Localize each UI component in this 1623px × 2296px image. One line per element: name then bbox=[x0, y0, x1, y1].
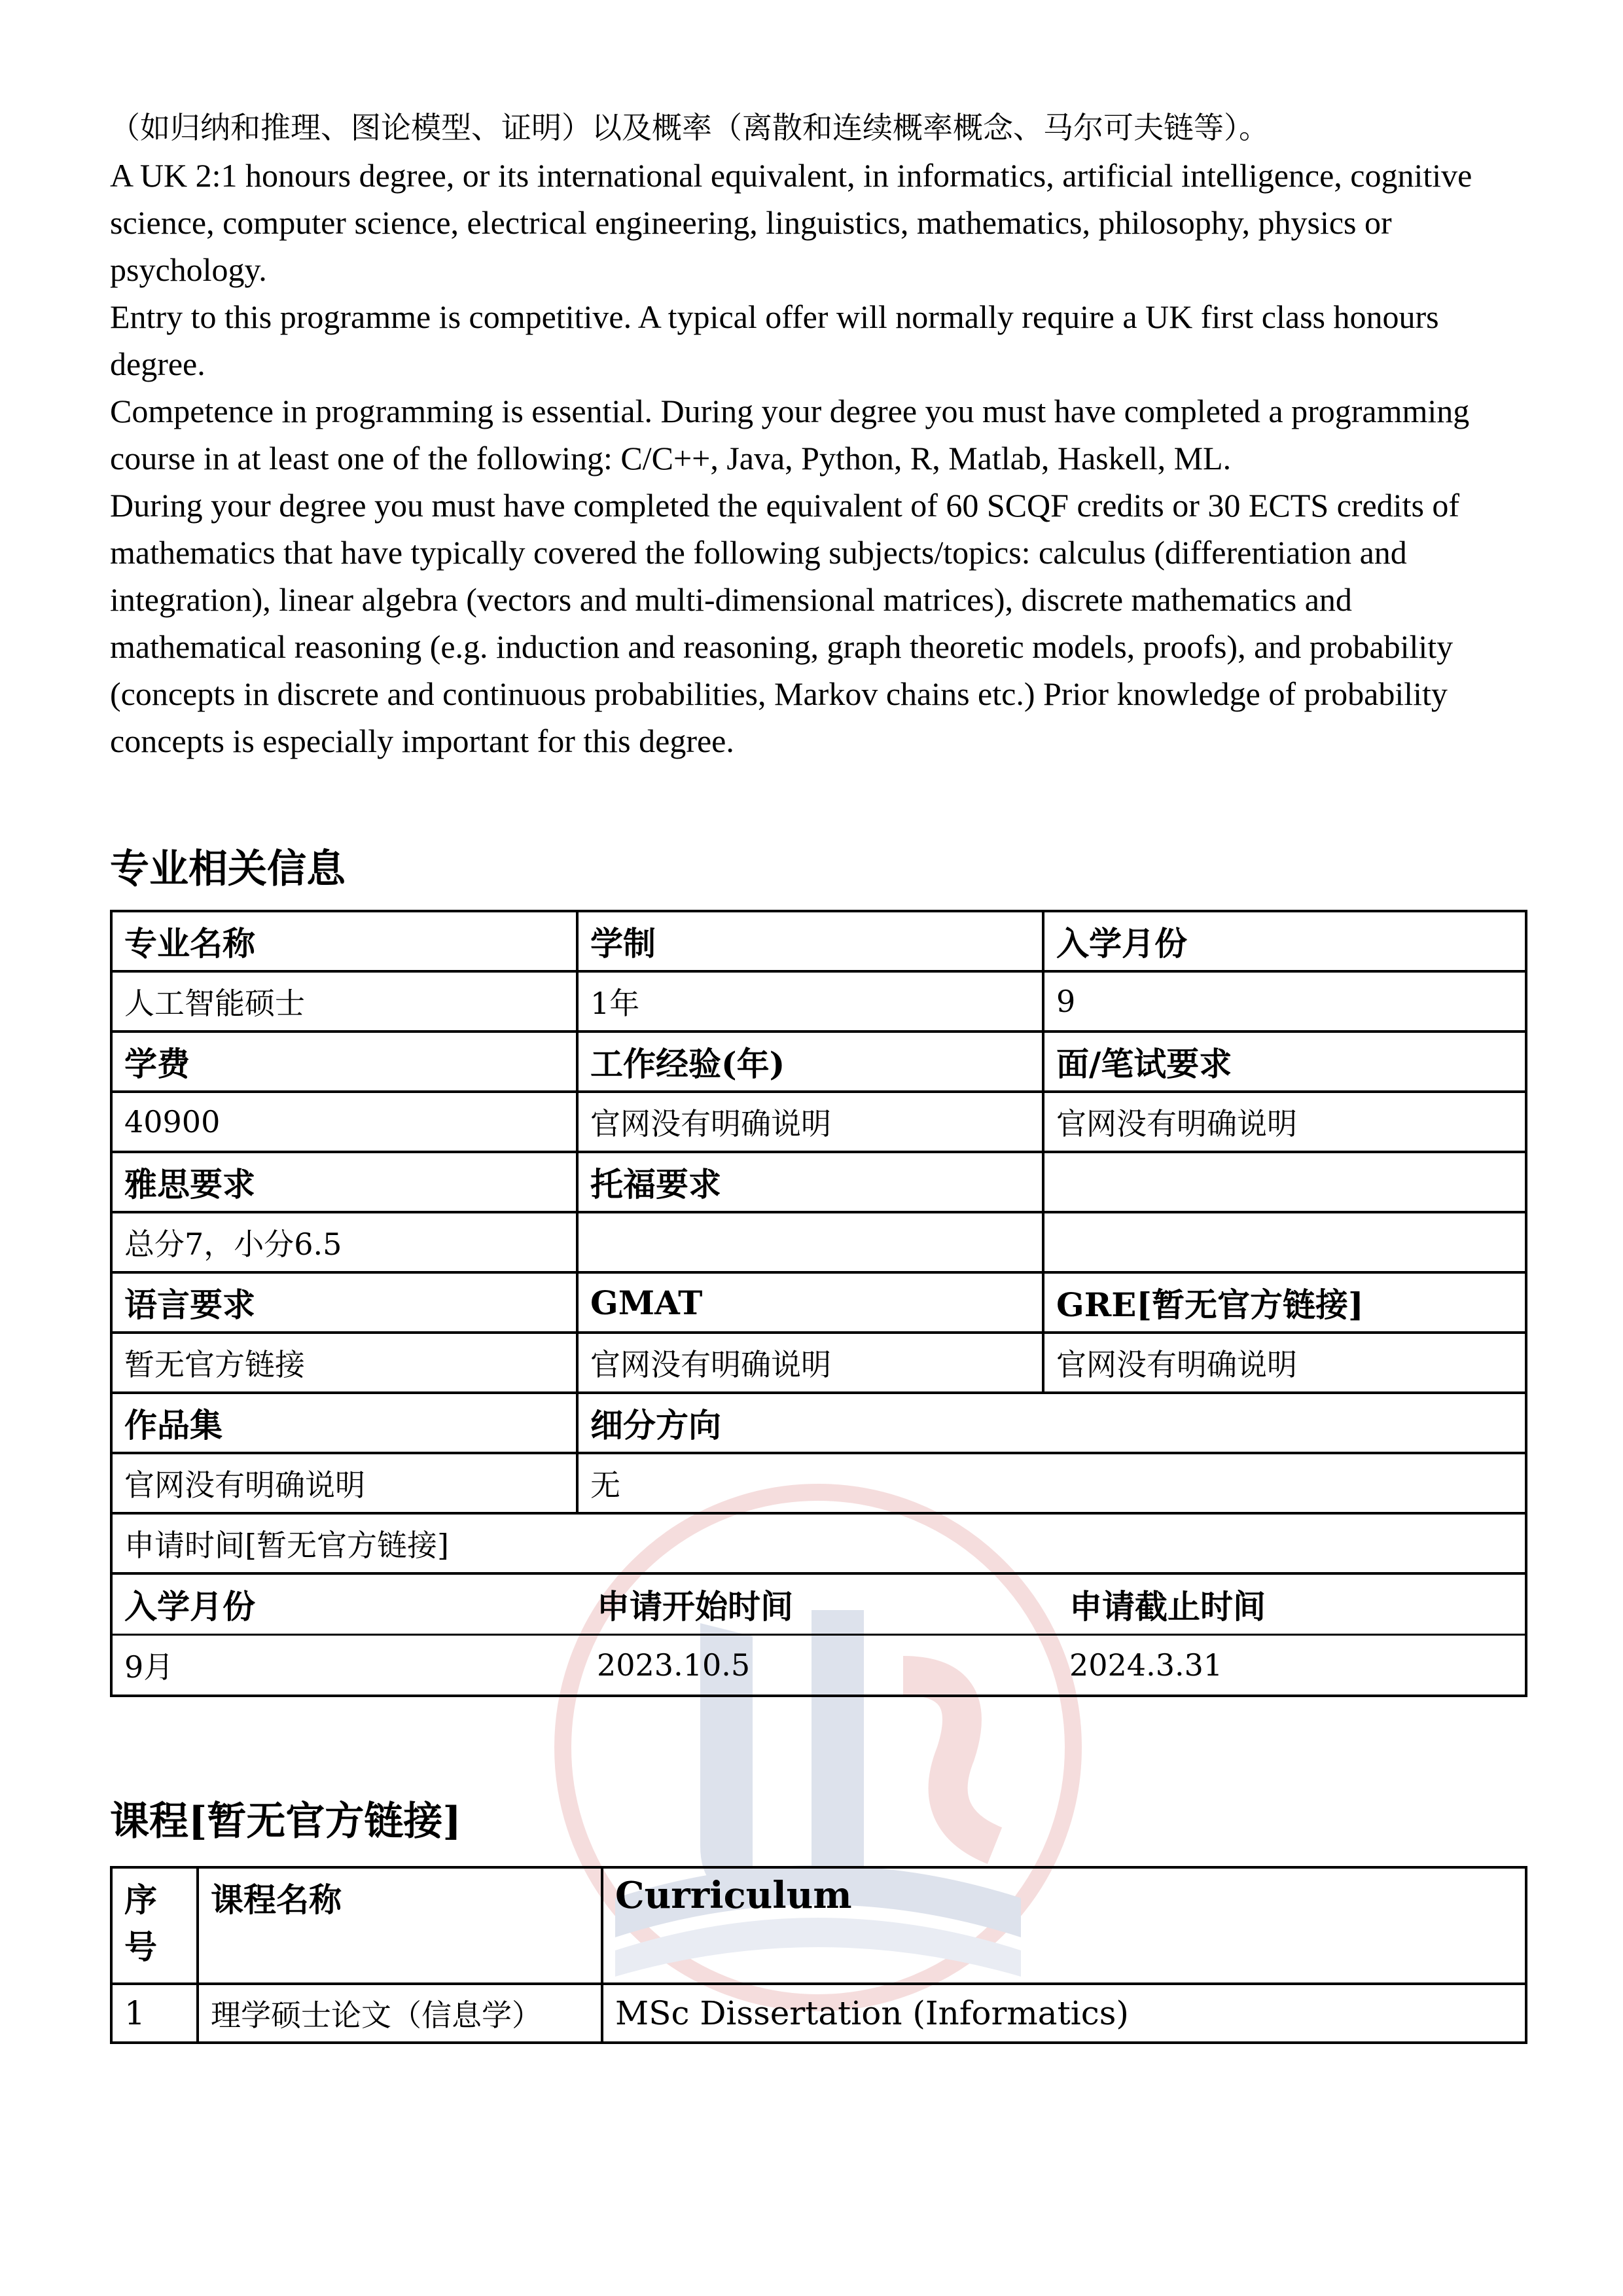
ielts-value: 总分7，小分6.5 bbox=[111, 1212, 577, 1272]
intake-label: 入学月份 bbox=[1043, 911, 1526, 971]
language-value: 暂无官方链接 bbox=[111, 1333, 577, 1393]
interview-label: 面/笔试要求 bbox=[1043, 1031, 1526, 1092]
interview-value: 官网没有明确说明 bbox=[1043, 1092, 1526, 1152]
gmat-value: 官网没有明确说明 bbox=[577, 1333, 1043, 1393]
duration-value: 1年 bbox=[577, 971, 1043, 1031]
work-exp-value: 官网没有明确说明 bbox=[577, 1092, 1043, 1152]
toefl-value bbox=[577, 1212, 1043, 1272]
empty-cell bbox=[1043, 1212, 1526, 1272]
app-intake-header: 入学月份 bbox=[113, 1575, 585, 1635]
tuition-label: 学费 bbox=[111, 1031, 577, 1092]
info-section-title: 专业相关信息 bbox=[110, 846, 346, 892]
course-section-title: 课程[暂无官方链接] bbox=[110, 1799, 461, 1844]
requirement-competitive: Entry to this programme is competitive. A typical offer will normally require a UK first class honours degree. bbox=[110, 298, 1439, 382]
course-no-header: 序号 bbox=[111, 1867, 198, 1984]
work-exp-label: 工作经验(年) bbox=[577, 1031, 1043, 1092]
specialization-label: 细分方向 bbox=[577, 1393, 1526, 1453]
toefl-label: 托福要求 bbox=[577, 1152, 1043, 1212]
app-deadline-header: 申请截止时间 bbox=[1058, 1575, 1526, 1635]
duration-label: 学制 bbox=[577, 911, 1043, 971]
gre-value: 官网没有明确说明 bbox=[1043, 1333, 1526, 1393]
course-name: 理学硕士论文（信息学） bbox=[198, 1984, 602, 2043]
curriculum-header: Curriculum bbox=[602, 1867, 1526, 1984]
intake-value: 9 bbox=[1043, 971, 1526, 1031]
requirement-degree: A UK 2:1 honours degree, or its international equivalent, in informatics, artificial intelligence, cognitive science, computer science, electrical engineering, linguistics, mathematics, philosophy, physics or psychology. bbox=[110, 157, 1472, 288]
application-time-block bbox=[111, 1573, 1526, 1696]
specialization-value: 无 bbox=[577, 1453, 1526, 1513]
program-name-label: 专业名称 bbox=[111, 911, 577, 971]
empty-cell bbox=[1043, 1152, 1526, 1212]
application-time-table bbox=[113, 1575, 1526, 1695]
table-row bbox=[111, 1984, 1526, 2043]
tuition-value: 40900 bbox=[111, 1092, 577, 1152]
application-time-label: 申请时间[暂无官方链接] bbox=[111, 1513, 1526, 1573]
requirement-mathematics: During your degree you must have completed the equivalent of 60 SCQF credits or 30 ECTS credits of mathematics that have typically covered the following subjects/topics: calculus (differentiation and integration), linear algebra (vectors and multi-dimensional matrices), discrete mathematics and mathematical reasoning (e.g. induction and reasoning, graph theoretic models, proofs), and probability (concepts in discrete and continuous probabilities, Markov chains etc.) Prior knowledge of probability concepts is especially important for this degree. bbox=[110, 487, 1460, 759]
portfolio-value: 官网没有明确说明 bbox=[111, 1453, 577, 1513]
gmat-label: GMAT bbox=[577, 1272, 1043, 1333]
course-table bbox=[110, 1866, 1527, 2044]
course-name-header: 课程名称 bbox=[198, 1867, 602, 1984]
portfolio-label: 作品集 bbox=[111, 1393, 577, 1453]
course-no: 1 bbox=[111, 1984, 198, 2043]
program-info-table bbox=[110, 910, 1527, 1697]
requirement-programming: Competence in programming is essential. During your degree you must have completed a programming course in at least one of the following: C/C++, Java, Python, R, Matlab, Haskell, ML. bbox=[110, 393, 1470, 476]
course-curriculum: MSc Dissertation (Informatics) bbox=[602, 1984, 1526, 2043]
app-deadline-value: 2024.3.31 bbox=[1069, 1647, 1223, 1683]
app-intake-value: 9月 bbox=[124, 1649, 174, 1685]
program-name-value: 人工智能硕士 bbox=[111, 971, 577, 1031]
language-label: 语言要求 bbox=[111, 1272, 577, 1333]
app-start-value: 2023.10.5 bbox=[597, 1647, 751, 1683]
app-start-header: 申请开始时间 bbox=[585, 1575, 1058, 1635]
ielts-label: 雅思要求 bbox=[111, 1152, 577, 1212]
gre-label: GRE[暂无官方链接] bbox=[1043, 1272, 1526, 1333]
requirements-zh-tail: （如归纳和推理、图论模型、证明）以及概率（离散和连续概率概念、马尔可夫链等）。 bbox=[110, 111, 1269, 145]
